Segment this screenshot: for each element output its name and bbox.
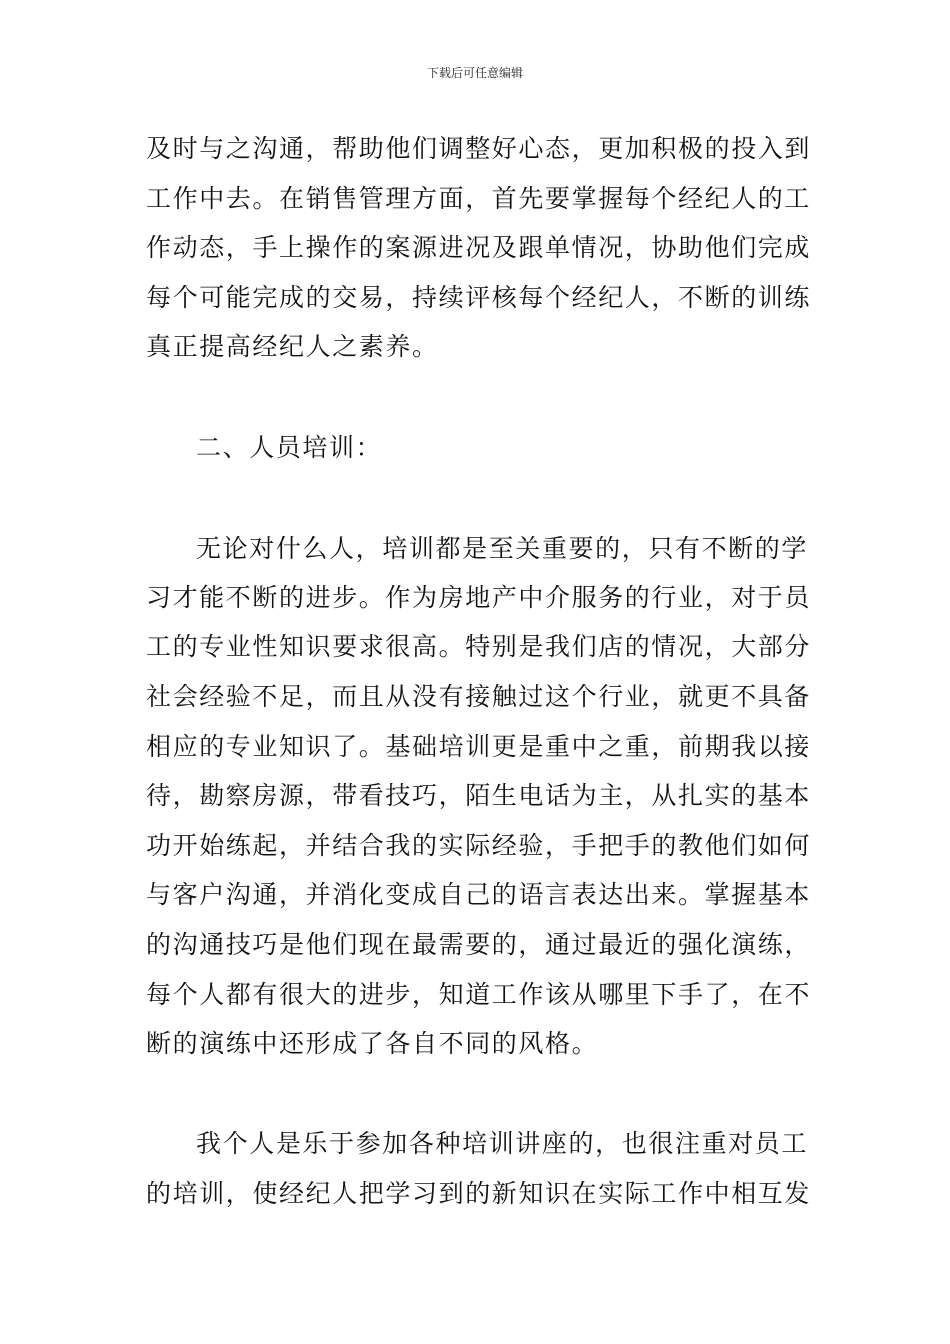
text-line: 与客户沟通，并消化变成自己的语言表达出来。掌握基本 bbox=[146, 880, 812, 909]
section-heading-text: 二、人员培训： bbox=[196, 433, 383, 462]
text-line: 习才能不断的进步。作为房地产中介服务的行业，对于员 bbox=[146, 583, 812, 612]
text-line: 的沟通技巧是他们现在最需要的，通过最近的强化演练， bbox=[146, 930, 812, 959]
text-line: 断的演练中还形成了各自不同的风格。 bbox=[146, 1029, 599, 1058]
text-line: 我个人是乐于参加各种培训讲座的，也很注重对员工 bbox=[196, 1129, 808, 1158]
text-line: 相应的专业知识了。基础培训更是重中之重，前期我以接 bbox=[146, 732, 812, 761]
text-line: 真正提高经纪人之素养。 bbox=[146, 332, 439, 361]
text-line: 每个人都有很大的进步，知道工作该从哪里下手了，在不 bbox=[146, 980, 812, 1009]
text-line: 的培训，使经纪人把学习到的新知识在实际工作中相互发 bbox=[146, 1179, 812, 1208]
text-line: 每个可能完成的交易，持续评核每个经纪人，不断的训练 bbox=[146, 283, 812, 312]
text-line: 及时与之沟通，帮助他们调整好心态，更加积极的投入到 bbox=[146, 134, 812, 163]
text-line: 作动态，手上操作的案源进况及跟单情况，协助他们完成 bbox=[146, 233, 812, 262]
text-line: 功开始练起，并结合我的实际经验，手把手的教他们如何 bbox=[146, 831, 812, 860]
text-line: 工的专业性知识要求很高。特别是我们店的情况，大部分 bbox=[146, 632, 812, 661]
page-header: 下载后可任意编辑 bbox=[426, 66, 523, 80]
text-line: 社会经验不足，而且从没有接触过这个行业，就更不具备 bbox=[146, 682, 812, 711]
text-line: 工作中去。在销售管理方面，首先要掌握每个经纪人的工 bbox=[146, 184, 812, 213]
text-line: 无论对什么人，培训都是至关重要的，只有不断的学 bbox=[196, 534, 808, 563]
text-line: 待，勘察房源，带看技巧，陌生电话为主，从扎实的基本 bbox=[146, 781, 812, 810]
